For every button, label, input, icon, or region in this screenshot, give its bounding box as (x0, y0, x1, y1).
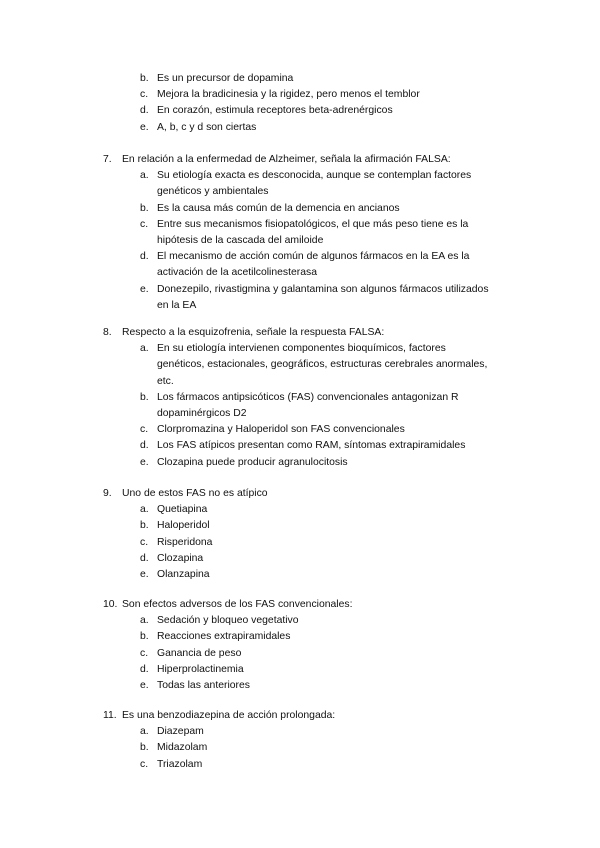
question-10-option-text: Hiperprolactinemia (157, 663, 244, 675)
q6-option-text: Mejora la bradicinesia y la rigidez, pero menos el temblor (157, 89, 420, 101)
question-10-option-text: Todas las anteriores (157, 680, 250, 691)
question-11-option-marker: c. (140, 758, 149, 770)
question-9-text: Uno de estos FAS no es atípico (122, 488, 268, 499)
q6-option-marker: e. (140, 121, 149, 133)
question-11-text: Es una benzodiazepina de acción prolongada: (122, 710, 336, 721)
question-10-option-marker: c. (140, 647, 149, 659)
question-9-option-text: Risperidona (157, 536, 213, 548)
question-7-option-text: Entre sus mecanismos fisiopatológicos, el que más peso tiene es la (157, 218, 469, 230)
question-10-option-marker: a. (140, 615, 149, 627)
question-7-option-marker: b. (140, 202, 149, 214)
question-10-option-marker: b. (140, 631, 149, 643)
q6-option-marker: c. (140, 89, 149, 101)
question-9-option-marker: a. (140, 504, 149, 516)
question-7-option-text: activación de la acetilcolinesterasa (157, 267, 317, 279)
question-8-option-text: genéticos, estacionales, geográficos, estructuras cerebrales anormales, (157, 359, 488, 371)
question-8-option-text: Clorpromazina y Haloperidol son FAS convencionales (157, 424, 405, 436)
question-10-text: Son efectos adversos de los FAS convencionales: (122, 599, 353, 610)
question-8-option-marker: c. (140, 424, 149, 436)
q6-option-text: A, b, c y d son ciertas (157, 121, 257, 133)
question-8-option-text: etc. (157, 375, 174, 387)
question-7-option-text: genéticos y ambientales (157, 186, 269, 198)
question-7-number: 7. (103, 154, 112, 165)
q6-option-marker: b. (140, 73, 149, 84)
question-8-text: Respecto a la esquizofrenia, señale la respuesta FALSA: (122, 327, 385, 338)
question-8-option-marker: e. (140, 456, 149, 468)
question-9-number: 9. (103, 488, 112, 499)
question-7-option-text: en la EA (157, 299, 197, 311)
q6-option-text: En corazón, estimula receptores beta-adrenérgicos (157, 105, 393, 117)
question-10-number: 10. (103, 599, 118, 610)
question-8-option-text: En su etiología intervienen componentes bioquímicos, factores (157, 343, 446, 355)
question-7-option-marker: c. (140, 218, 149, 230)
question-9-option-marker: e. (140, 569, 149, 580)
question-8-option-marker: a. (140, 343, 149, 355)
question-8-option-text: dopaminérgicos D2 (157, 408, 247, 419)
question-11-option-marker: a. (140, 726, 149, 738)
question-8-option-text: Los fármacos antipsicóticos (FAS) convencionales antagonizan R (157, 391, 459, 403)
question-11-number: 11. (103, 710, 117, 721)
question-7-option-text: Su etiología exacta es desconocida, aunque se contemplan factores (157, 170, 472, 182)
question-7-option-marker: d. (140, 251, 149, 263)
question-7-text: En relación a la enfermedad de Alzheimer, señala la afirmación FALSA: (122, 154, 451, 165)
question-9-option-marker: d. (140, 552, 149, 564)
question-8-number: 8. (103, 327, 112, 338)
question-10-option-text: Ganancia de peso (157, 647, 242, 659)
question-11-option-marker: b. (140, 742, 149, 754)
question-8-option-marker: d. (140, 440, 149, 452)
q6-option-marker: d. (140, 105, 149, 117)
question-11-option-text: Triazolam (157, 758, 203, 770)
question-9-option-text: Haloperidol (157, 520, 210, 532)
question-10-option-marker: e. (140, 680, 149, 691)
question-9-option-text: Olanzapina (157, 569, 210, 580)
question-9-option-marker: b. (140, 520, 149, 532)
q6-option-text: Es un precursor de dopamina (157, 73, 294, 84)
question-10-option-text: Sedación y bloqueo vegetativo (157, 615, 299, 627)
question-8-option-text: Los FAS atípicos presentan como RAM, síntomas extrapiramidales (157, 440, 466, 452)
question-9-option-text: Clozapina (157, 552, 204, 564)
question-10-option-marker: d. (140, 663, 149, 675)
question-7-option-text: hipótesis de la cascada del amiloide (157, 235, 324, 246)
question-7-option-text: Donezepilo, rivastigmina y galantamina son algunos fármacos utilizados (157, 283, 489, 295)
question-8-option-marker: b. (140, 391, 149, 403)
question-7-option-marker: e. (140, 283, 149, 295)
question-7-option-text: Es la causa más común de la demencia en ancianos (157, 202, 400, 214)
question-11-option-text: Diazepam (157, 726, 204, 738)
question-10-option-text: Reacciones extrapiramidales (157, 631, 291, 643)
question-7-option-text: El mecanismo de acción común de algunos fármacos en la EA es la (157, 251, 470, 263)
question-11-option-text: Midazolam (157, 742, 208, 754)
question-9-option-text: Quetiapina (157, 504, 208, 516)
question-8-option-text: Clozapina puede producir agranulocitosis (157, 456, 348, 468)
question-7-option-marker: a. (140, 170, 149, 182)
question-9-option-marker: c. (140, 536, 149, 548)
